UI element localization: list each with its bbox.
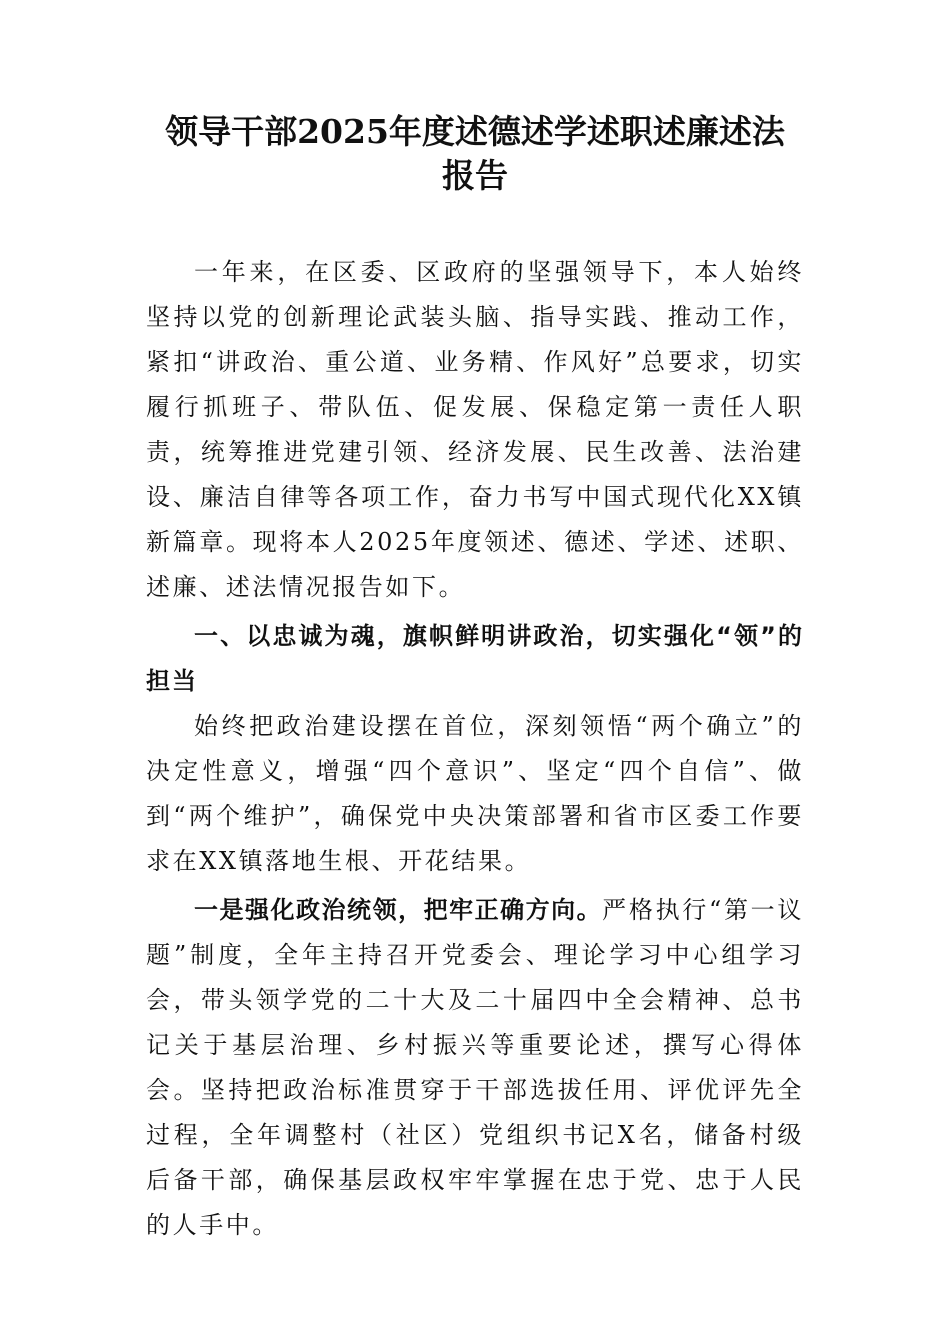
point-1-lead: 一是强化政治统领，把牢正确方向。 (194, 896, 603, 924)
title-line-2: 报告 (442, 156, 508, 195)
intro-paragraph: 一年来，在区委、区政府的坚强领导下，本人始终坚持以党的创新理论武装头脑、指导实践、推动工作，紧扣“讲政治、重公道、业务精、作风好”总要求，切实履行抓班子、带队伍、促发展、保稳定第一责任人职责，统筹推进党建引领、经济发展、民生改善、法治建设、廉洁自律等各项工作，奋力书写中国式现代化XX镇新篇章。现将本人2025年度领述、德述、学述、述职、述廉、述法情况报告如下。 (146, 258, 804, 601)
document-title (146, 110, 804, 198)
section-1-heading: 一、以忠诚为魂，旗帜鲜明讲政治，切实强化“领”的担当 (146, 622, 804, 695)
point-1-paragraph (146, 888, 804, 1248)
title-line-1: 领导干部2025年度述德述学述职述廉述法 (165, 112, 785, 151)
section-1-paragraph: 始终把政治建设摆在首位，深刻领悟“两个确立”的决定性意义，增强“四个意识”、坚定“四个自信”、做到“两个维护”，确保党中央决策部署和省市区委工作要求在XX镇落地生根、开花结果。 (146, 712, 804, 875)
point-1-body: 严格执行“第一议题”制度，全年主持召开党委会、理论学习中心组学习会，带头领学党的二十大及二十届四中全会精神、总书记关于基层治理、乡村振兴等重要论述，撰写心得体会。坚持把政治标准贯穿于干部选拔任用、评优评先全过程，全年调整村（社区）党组织书记X名，储备村级后备干部，确保基层政权牢牢掌握在忠于党、忠于人民的人手中。 (146, 896, 804, 1239)
